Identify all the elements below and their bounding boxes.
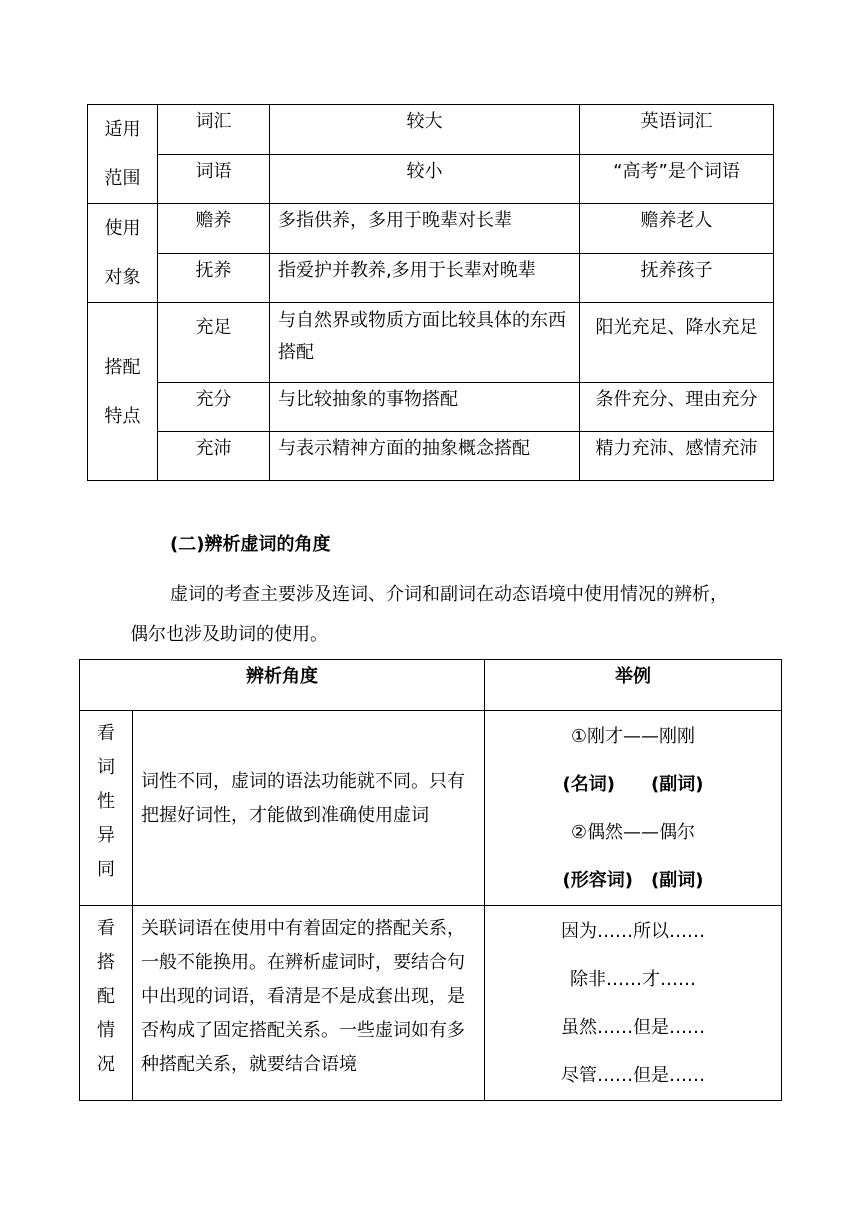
feature-cell: 多指供养，多用于晚辈对长辈 [270, 204, 580, 254]
examples-cell: ①刚才——刚刚 (名词) (副词) ②偶然——偶尔 (形容词) (副词) [485, 711, 782, 906]
item-cell: 充沛 [158, 432, 270, 481]
feature-cell: 较大 [270, 105, 580, 155]
word-comparison-table [87, 104, 774, 481]
example-cell: 精力充沛、感情充沛 [580, 432, 774, 481]
example-cell: “高考”是个词语 [580, 154, 774, 204]
item-cell: 充分 [158, 383, 270, 432]
row-label-collocation: 看 搭 配 情 况 [80, 906, 133, 1101]
feature-cell: 与比较抽象的事物搭配 [270, 383, 580, 432]
category-scope: 适用 范围 [88, 105, 158, 204]
examples-cell: 因为……所以…… 除非……才…… 虽然……但是…… 尽管……但是…… [485, 906, 782, 1101]
feature-cell: 指爱护并教养,多用于长辈对晚辈 [270, 253, 580, 303]
category-target: 使用 对象 [88, 204, 158, 303]
feature-cell: 较小 [270, 154, 580, 204]
feature-cell: 与自然界或物质方面比较具体的东西搭配 [270, 303, 580, 383]
category-collocation: 搭配 特点 [88, 303, 158, 481]
example-cell: 英语词汇 [580, 105, 774, 155]
item-cell: 充足 [158, 303, 270, 383]
header-example: 举例 [485, 660, 782, 711]
function-word-table [79, 659, 782, 1101]
row-label-part-of-speech: 看 词 性 异 同 [80, 711, 133, 906]
item-cell: 抚养 [158, 253, 270, 303]
feature-cell: 与表示精神方面的抽象概念搭配 [270, 432, 580, 481]
item-cell: 赡养 [158, 204, 270, 254]
example-cell: 抚养孩子 [580, 253, 774, 303]
header-angle: 辨析角度 [80, 660, 485, 711]
item-cell: 词语 [158, 154, 270, 204]
item-cell: 词汇 [158, 105, 270, 155]
description-cell: 关联词语在使用中有着固定的搭配关系，一般不能换用。在辨析虚词时，要结合句中出现的词语，看清是不是成套出现，是否构成了固定搭配关系。一些虚词如有多种搭配关系，就要结合语境 [133, 906, 485, 1101]
section-paragraph: 虚词的考查主要涉及连词、介词和副词在动态语境中使用情况的辨析，偶尔也涉及助词的使用。 [130, 584, 728, 645]
section-heading: (二)辨析虚词的角度 [170, 534, 331, 555]
example-cell: 条件充分、理由充分 [580, 383, 774, 432]
example-cell: 阳光充足、降水充足 [580, 303, 774, 383]
description-cell: 词性不同，虚词的语法功能就不同。只有把握好词性，才能做到准确使用虚词 [133, 711, 485, 906]
example-cell: 赡养老人 [580, 204, 774, 254]
